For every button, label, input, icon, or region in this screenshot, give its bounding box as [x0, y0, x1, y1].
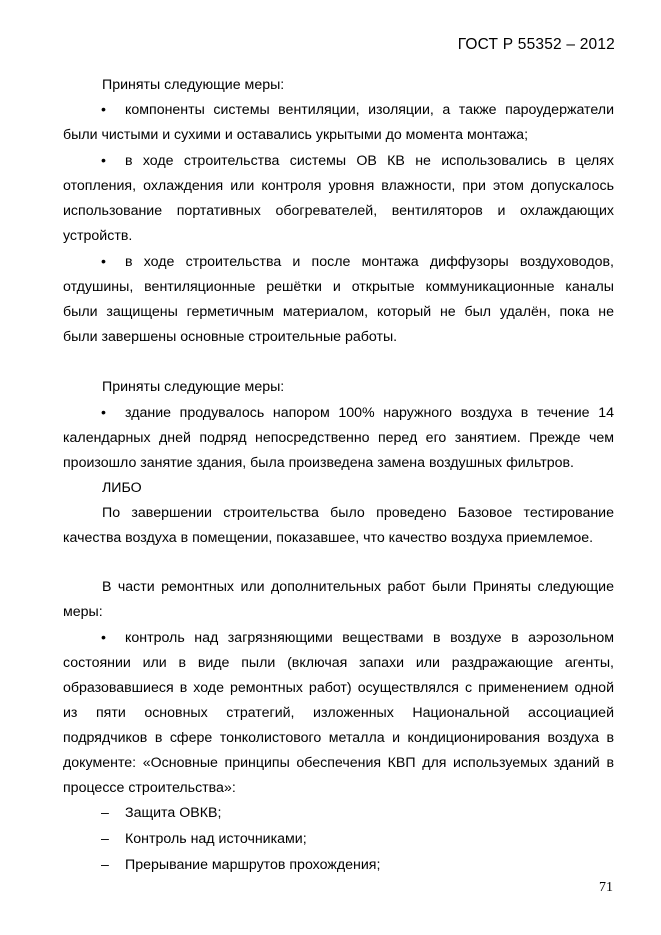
paragraph-line: В части ремонтных или дополнительных работ были Приняты следующие — [102, 579, 614, 595]
paragraph-line: подрядчиков в сфере тонколистового металла и кондиционирования воздуха в — [63, 730, 614, 746]
bullet-marker: • — [101, 153, 106, 169]
dash-text: Контроль над источниками; — [125, 831, 307, 847]
paragraph-line: были чистыми и сухими и оставались укрытыми до момента монтажа; — [63, 127, 529, 143]
bullet-item — [101, 252, 614, 272]
paragraph-line: из пяти основных стратегий, изложенных Национальной ассоциацией — [63, 705, 614, 721]
page-number: 71 — [599, 880, 613, 895]
dash-marker: – — [101, 831, 109, 847]
paragraph-line: меры: — [63, 604, 103, 620]
paragraph-line: процессе строительства»: — [63, 780, 236, 796]
paragraph-line: По завершении строительства было проведено Базовое тестирование — [102, 505, 614, 521]
paragraph-line: использование портативных обогревателей, вентиляторов и охлаждающих — [63, 203, 614, 219]
bullet-item — [101, 151, 614, 171]
paragraph-line: были защищены герметичным материалом, который не был удалён, пока не — [63, 304, 614, 320]
paragraph-line: качества воздуха в помещении, показавшее, что качество воздуха приемлемое. — [63, 530, 594, 546]
dash-item — [101, 829, 614, 849]
paragraph-line: были завершены основные строительные работы. — [63, 329, 398, 345]
bullet-text: здание продувалось напором 100% наружного воздуха в течение 14 — [125, 405, 614, 421]
paragraph-line: образовавшиеся в ходе ремонтных работ) осуществлялся с применением одной — [63, 680, 614, 696]
bullet-marker: • — [101, 102, 106, 118]
dash-item — [101, 855, 614, 875]
bullet-marker: • — [101, 630, 106, 646]
dash-marker: – — [101, 805, 109, 821]
paragraph-line: документе: «Основные принципы обеспечения КВП для используемых зданий в — [63, 755, 614, 771]
dash-item — [101, 803, 614, 823]
dash-text: Защита ОВКВ; — [125, 805, 222, 821]
bullet-marker: • — [101, 254, 106, 270]
paragraph-line: отдушины, вентиляционные решётки и открытые коммуникационные каналы — [63, 279, 614, 295]
bullet-text: в ходе строительства системы ОВ КВ не использовались в целях — [125, 153, 614, 169]
dash-text: Прерывание маршрутов прохождения; — [125, 857, 381, 873]
paragraph-line: календарных дней подряд непосредственно перед его занятием. Прежде чем — [63, 430, 614, 446]
bullet-item — [101, 403, 614, 423]
paragraph-line: отопления, охлаждения или контроля уровня влажности, при этом допускалось — [63, 178, 614, 194]
bullet-text: в ходе строительства и после монтажа диффузоры воздуховодов, — [125, 254, 614, 270]
document-header: ГОСТ Р 55352 – 2012 — [457, 36, 615, 53]
bullet-text: контроль над загрязняющими веществами в воздухе в аэрозольном — [125, 630, 614, 646]
bullet-text: компоненты системы вентиляции, изоляции, а также пароудержатели — [125, 102, 614, 118]
paragraph-line: произошло занятие здания, была произведена замена воздушных фильтров. — [63, 455, 574, 471]
paragraph-line: состоянии или в виде пыли (включая запахи или раздражающие агенты, — [63, 655, 614, 671]
dash-marker: – — [101, 857, 109, 873]
bullet-item — [101, 100, 614, 120]
paragraph-line: устройств. — [63, 228, 133, 244]
bullet-marker: • — [101, 405, 106, 421]
paragraph-line: ЛИБО — [102, 480, 142, 496]
bullet-item — [101, 628, 614, 648]
paragraph-line: Приняты следующие меры: — [102, 77, 285, 93]
paragraph-line: Приняты следующие меры: — [102, 379, 285, 395]
